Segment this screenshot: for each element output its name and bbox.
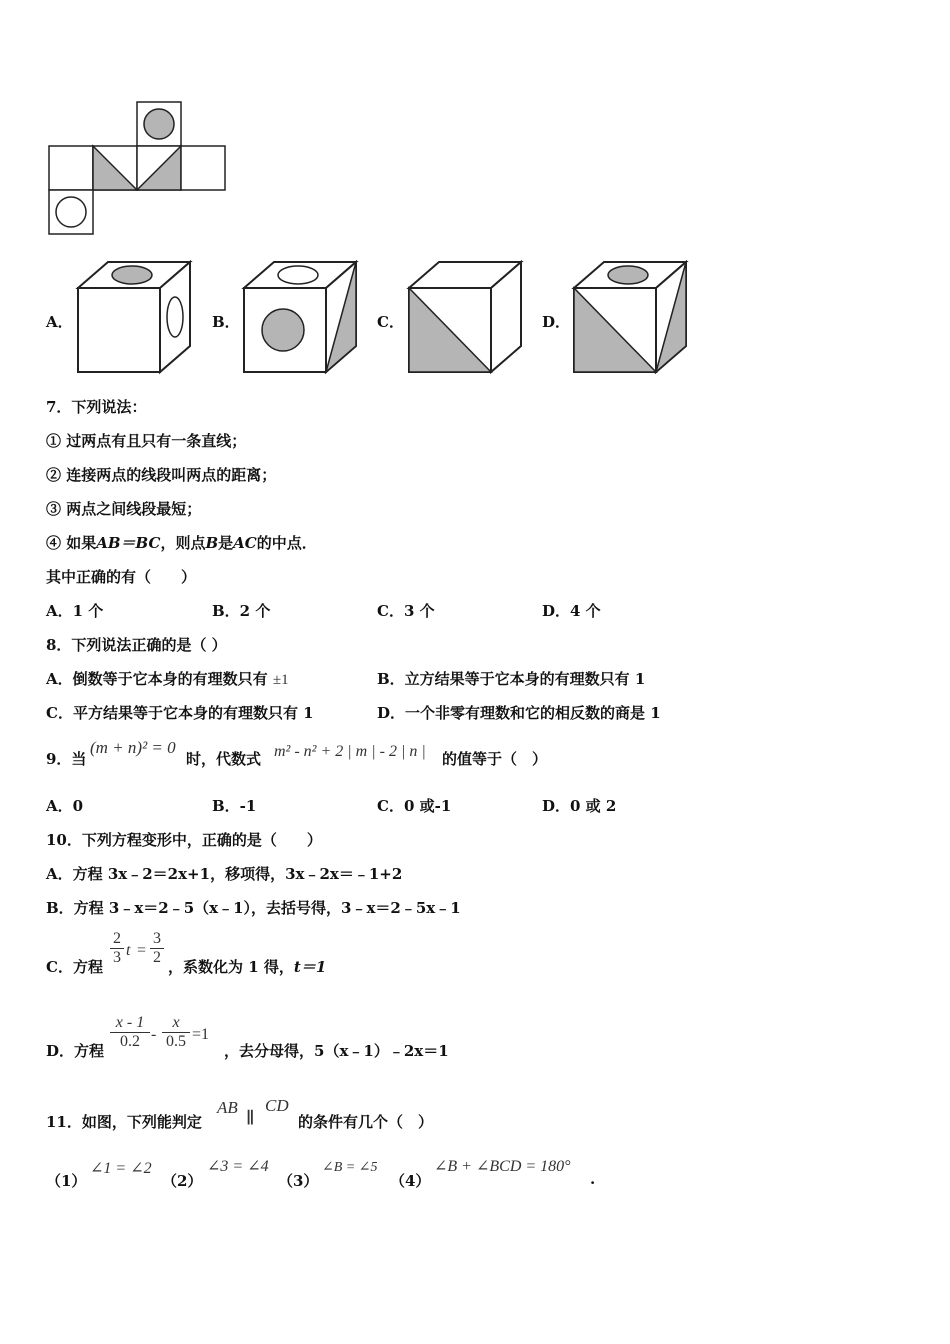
q8-a-text: A．倒数等于它本身的有理数只有 (46, 670, 268, 688)
q8-a-math: ±1 (272, 672, 289, 688)
q10-d-minus: - (151, 1026, 157, 1043)
q8-option-c: C．平方结果等于它本身的有理数只有 1 (46, 704, 314, 722)
q11-ab: AB (217, 1098, 238, 1117)
q7-s4-mid: ，则点 (160, 534, 206, 552)
cube-option-b (238, 258, 363, 378)
q7-statement-3: ③ 两点之间线段最短； (46, 500, 202, 518)
q11-parallel: ∥ (246, 1110, 255, 1127)
q11-stem-pre: 11．如图，下列能判定 (46, 1113, 202, 1131)
q7-option-a: A．1 个 (46, 602, 104, 620)
empty-circle-face (56, 197, 86, 227)
q10-d-post: ，去分母得，5（x﹣1）﹣2x＝1 (224, 1042, 449, 1060)
q7-s4-segment: AC (233, 534, 257, 552)
q9-stem-pre: 9．当 (46, 750, 87, 768)
q10-c-post-text: ，系数化为 1 得， (168, 958, 294, 976)
q11-label-1: （1） (46, 1172, 87, 1190)
q10-c-num-2: 3 (153, 930, 161, 947)
q11-condition-2: ∠3 = ∠4 (207, 1158, 269, 1175)
q10-c-eq: = (137, 942, 147, 959)
q7-statement-4 (46, 532, 317, 553)
q10-d-den-1: 0.2 (110, 1032, 150, 1051)
q10-c-fraction-1 (110, 930, 124, 967)
q9-option-d: D．0 或 2 (542, 797, 617, 815)
q7-s4-post: 的中点． (256, 534, 317, 552)
q11-stem-post: 的条件有几个（ ） (298, 1113, 434, 1131)
q7-s4-mid2: 是 (218, 534, 234, 552)
q9-stem-mid: 时，代数式 (186, 750, 262, 768)
cube-option-d (568, 258, 693, 378)
q10-d-fraction-1 (110, 1014, 150, 1051)
q10-c-den-1: 3 (110, 948, 124, 967)
q7-s4-math: AB＝BC (96, 534, 161, 552)
q10-c-post (168, 956, 326, 977)
q9-stem-post: 的值等于（ ） (442, 750, 548, 768)
cube-option-c (403, 258, 528, 378)
q6-option-d-label: D． (542, 313, 571, 331)
q7-s4-pre: ④ 如果 (46, 534, 97, 552)
q10-d-fraction-2 (162, 1014, 190, 1051)
q10-c-var: t (126, 942, 131, 959)
q7-option-d: D．4 个 (542, 602, 601, 620)
q6-option-a-label: A． (46, 313, 73, 331)
q9-option-b: B．-1 (212, 797, 257, 815)
q9-option-c: C．0 或-1 (377, 797, 452, 815)
q10-c-pre: C．方程 (46, 958, 103, 976)
q11-label-2: （2） (162, 1172, 203, 1190)
q6-option-b-label: B． (212, 313, 240, 331)
q11-label-4: （4） (390, 1172, 431, 1190)
q8-option-a (46, 668, 289, 689)
q8-option-d: D．一个非零有理数和它的相反数的商是 1 (377, 704, 661, 722)
q8-option-b: B．立方结果等于它本身的有理数只有 1 (377, 670, 646, 688)
q11-end: . (590, 1170, 596, 1188)
q6-option-c-label: C． (377, 313, 404, 331)
q9-option-a: A．0 (46, 797, 84, 815)
q10-d-num-1: x - 1 (115, 1014, 145, 1031)
q10-c-num-1: 2 (113, 930, 121, 947)
q7-ask: 其中正确的有（ ） (46, 568, 197, 586)
q10-d-den-2: 0.5 (162, 1032, 190, 1051)
q7-statement-1: ① 过两点有且只有一条直线； (46, 432, 247, 450)
q10-option-a: A．方程 3x﹣2＝2x+1，移项得，3x﹣2x＝﹣1+2 (46, 865, 403, 883)
q10-option-b: B．方程 3﹣x＝2﹣5（x﹣1），去括号得，3﹣x＝2﹣5x﹣1 (46, 899, 461, 917)
q11-condition-3: ∠B = ∠5 (322, 1160, 378, 1175)
cube-net-figure (45, 98, 235, 238)
q7-statement-2: ② 连接两点的线段叫两点的距离； (46, 466, 277, 484)
q11-condition-1: ∠1 = ∠2 (90, 1160, 152, 1177)
q10-c-result: t＝1 (293, 958, 327, 976)
q7-stem: 7．下列说法： (46, 398, 147, 416)
q10-d-pre: D．方程 (46, 1042, 105, 1060)
q10-d-num-2: x (172, 1014, 180, 1031)
q10-c-den-2: 2 (150, 948, 164, 967)
q8-stem: 8．下列说法正确的是（ ） (46, 636, 227, 654)
q9-condition: (m + n)² = 0 (90, 738, 176, 757)
q9-expression: m² - n² + 2 | m | - 2 | n | (274, 743, 426, 760)
cube-option-a (72, 258, 197, 378)
q11-cd: CD (265, 1096, 289, 1115)
filled-circle-face (144, 109, 174, 139)
q11-condition-4: ∠B + ∠BCD = 180° (434, 1158, 571, 1175)
q10-stem: 10．下列方程变形中，正确的是（ ） (46, 831, 322, 849)
q7-option-b: B．2 个 (212, 602, 271, 620)
q10-d-eq: =1 (192, 1026, 210, 1043)
q11-label-3: （3） (278, 1172, 319, 1190)
q7-s4-point: B (205, 534, 219, 552)
q10-c-fraction-2 (150, 930, 164, 967)
q7-option-c: C．3 个 (377, 602, 435, 620)
